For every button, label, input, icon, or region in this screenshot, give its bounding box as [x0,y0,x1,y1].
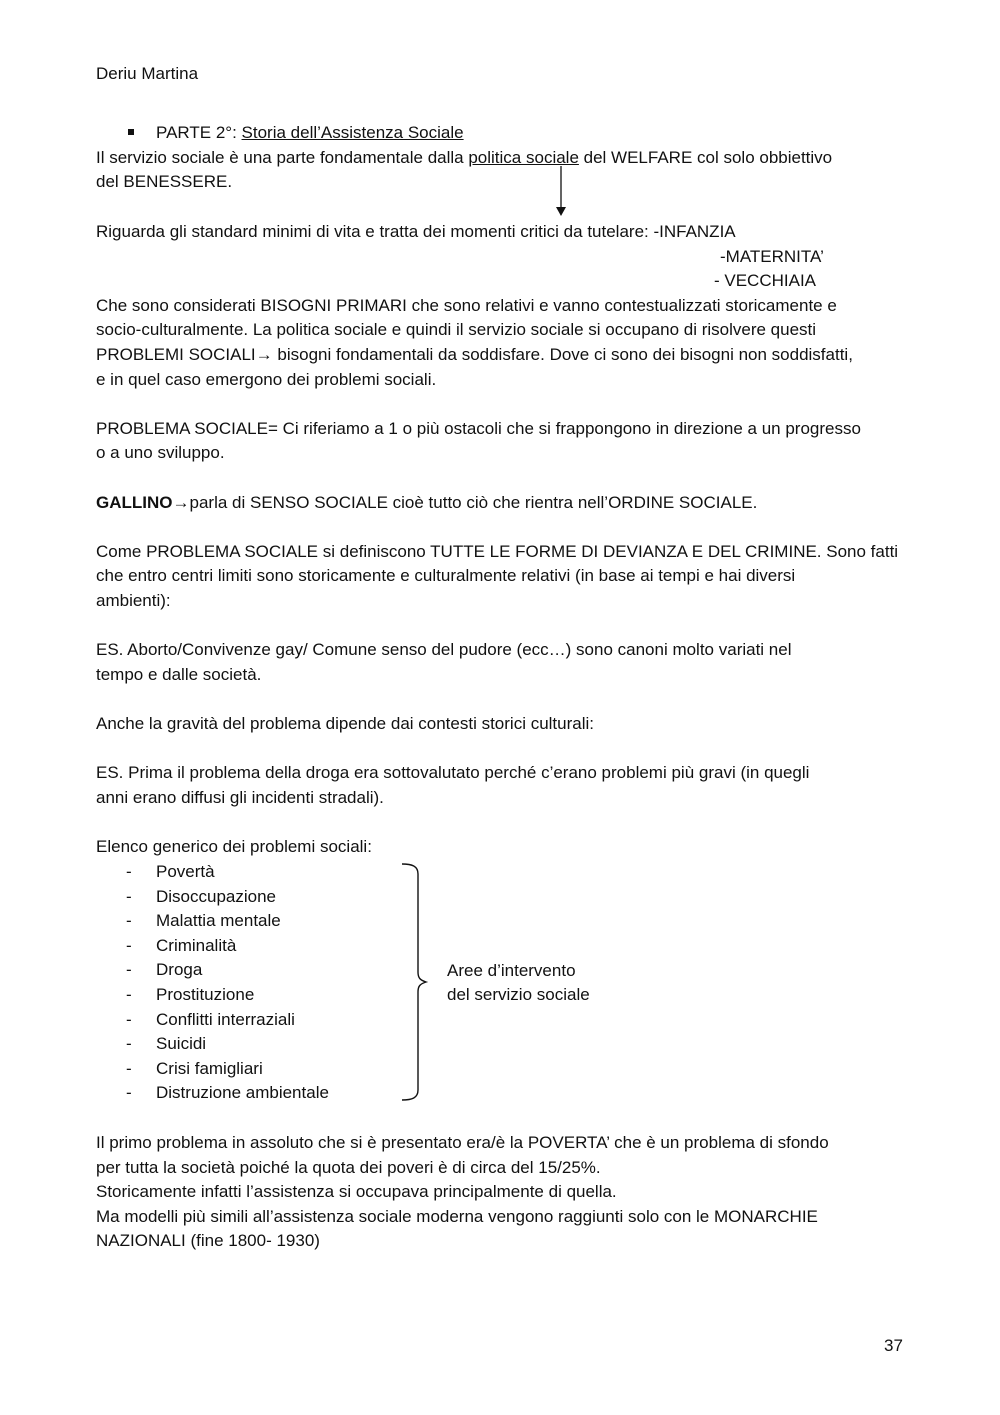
list-item: Conflitti interraziali [156,1010,295,1029]
para10-line4: Ma modelli più simili all’assistenza sociale moderna vengono raggiunti solo con le MONARCHIE [96,1207,818,1226]
list-dash: - [126,862,132,881]
section-title: Storia dell’Assistenza Sociale [241,123,464,142]
down-arrow-icon [554,166,568,218]
right-arrow-icon: → [172,493,190,512]
para3-rest: bisogni fondamentali da soddisfare. Dove ci sono dei bisogni non soddisfatti, [272,345,853,364]
para1-line2: del BENESSERE. [96,172,233,191]
curly-brace-icon [400,860,430,1106]
list-dash: - [126,985,132,1004]
list-intro: Elenco generico dei problemi sociali: [96,837,372,856]
politica-sociale-underlined: politica sociale [468,148,579,167]
para10-line3: Storicamente infatti l’assistenza si occupava principalmente di quella. [96,1182,617,1201]
list-dash: - [126,911,132,930]
list-item: Suicidi [156,1034,207,1053]
list-item: Distruzione ambientale [156,1083,329,1102]
list-item: Malattia mentale [156,911,281,930]
page-number: 37 [884,1336,903,1355]
list-item: Droga [156,960,203,979]
para7-line2: tempo e dalle società. [96,665,262,684]
para2-line1: Riguarda gli standard minimi di vita e tratta dei momenti critici da tutelare: -INFANZIA [96,222,736,241]
para6-line3: ambienti): [96,591,171,610]
list-item: Criminalità [156,936,237,955]
para3-problemi: PROBLEMI SOCIALI [96,345,256,364]
para10-line2: per tutta la società poiché la quota dei poveri è di circa del 15/25%. [96,1158,601,1177]
gallino-bold: GALLINO [96,493,173,512]
para9-line2: anni erano diffusi gli incidenti stradali). [96,788,384,807]
list-dash: - [126,936,132,955]
list-item: Prostituzione [156,985,255,1004]
para10-line1: Il primo problema in assoluto che si è presentato era/è la POVERTA’ che è un problema di sfondo [96,1133,829,1152]
para5-line [96,491,757,515]
list-dash: - [126,1083,132,1102]
para3-line2: socio-culturalmente. La politica sociale e quindi il servizio sociale si occupano di risolvere questi [96,320,817,339]
para3-line3 [96,343,853,367]
para8-line1: Anche la gravità del problema dipende dai contesti storici culturali: [96,714,594,733]
list-item: Disoccupazione [156,887,277,906]
list-item: Crisi famigliari [156,1059,263,1078]
para2-line3: - VECCHIAIA [714,271,817,290]
para1-line1 [96,146,832,170]
list-dash: - [126,887,132,906]
list-dash: - [126,1034,132,1053]
para10-line5: NAZIONALI (fine 1800- 1930) [96,1231,320,1250]
list-item: Povertà [156,862,215,881]
para4-line1: PROBLEMA SOCIALE= Ci riferiamo a 1 o più ostacoli che si frappongono in direzione a un progresso [96,419,861,438]
para7-line1: ES. Aborto/Convivenze gay/ Comune senso del pudore (ecc…) sono canoni molto variati nel [96,640,792,659]
list-dash: - [126,1059,132,1078]
para3-line1: Che sono considerati BISOGNI PRIMARI che sono relativi e vanno contestualizzati storicamente e [96,296,837,315]
para4-line2: o a uno sviluppo. [96,443,225,462]
para2-line2: -MATERNITA’ [720,247,824,266]
para1-text-a: Il servizio sociale è una parte fondamentale dalla [96,148,469,167]
para1-text-b: del WELFARE col solo obbiettivo [578,148,833,167]
para5-rest: parla di SENSO SOCIALE cioè tutto ciò che rientra nell’ORDINE SOCIALE. [189,493,758,512]
brace-label-line1: Aree d’intervento [447,961,576,980]
para9-line1: ES. Prima il problema della droga era sottovalutato perché c’erano problemi più gravi (in quegli [96,763,810,782]
para6-line1: Come PROBLEMA SOCIALE si definiscono TUTTE LE FORME DI DEVIANZA E DEL CRIMINE. Sono fatti [96,542,899,561]
brace-label-line2: del servizio sociale [447,985,590,1004]
section-heading [156,121,464,145]
list-dash: - [126,1010,132,1029]
list-dash: - [126,960,132,979]
right-arrow-icon: → [255,345,273,364]
para6-line2: che entro centri limiti sono storicamente e culturalmente relativi (in base ai tempi e hai diversi [96,566,796,585]
author-name: Deriu Martina [96,64,199,83]
section-prefix: PARTE 2°: [156,123,242,142]
para3-line4: e in quel caso emergono dei problemi sociali. [96,370,437,389]
square-bullet-icon [128,129,134,135]
